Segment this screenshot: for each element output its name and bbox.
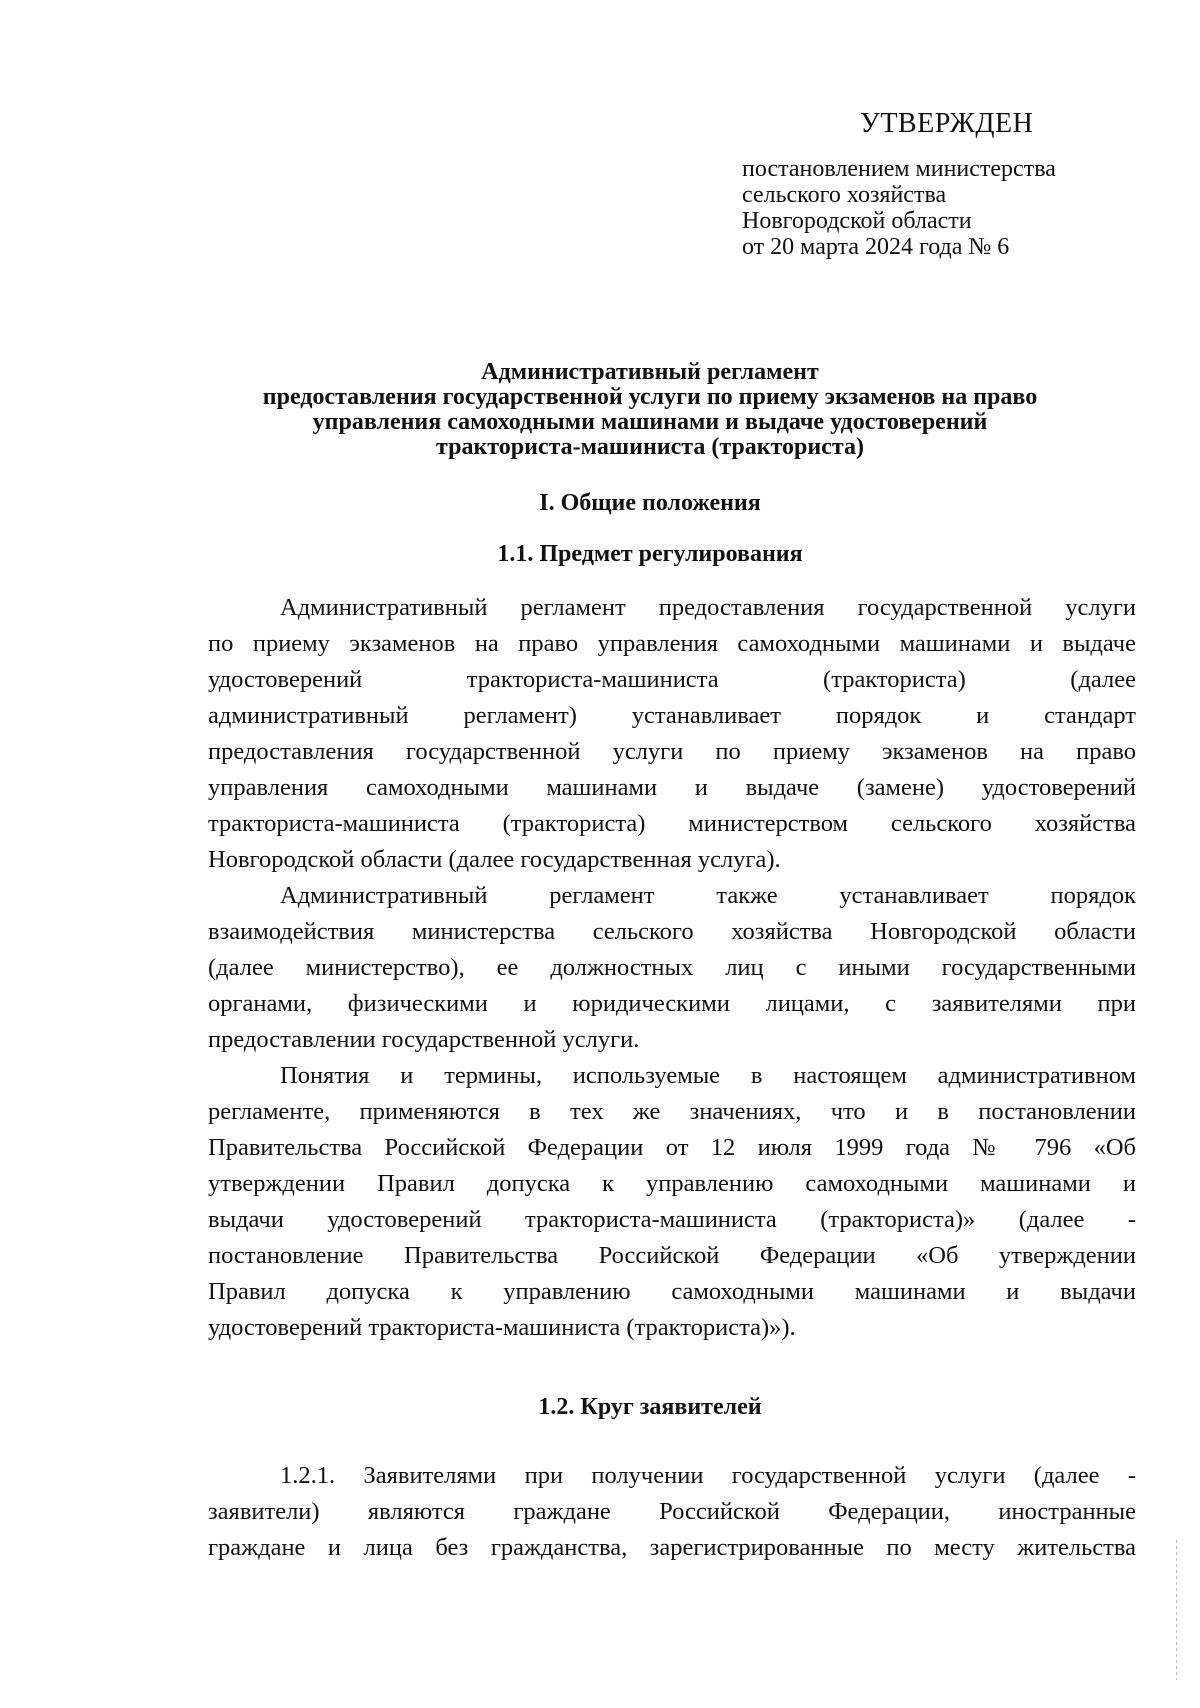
text-line: взаимодействия министерства сельского хозяйства Новгородской области xyxy=(208,918,1136,945)
approval-line: Новгородской области xyxy=(742,208,972,234)
document-title-line: тракториста-машиниста (тракториста) xyxy=(436,434,864,460)
approval-line: от 20 марта 2024 года № 6 xyxy=(742,234,1010,260)
text-line: предоставления государственной услуги по приему экзаменов на право xyxy=(208,738,1136,765)
document-title-line: предоставления государственной услуги по приему экзаменов на право xyxy=(262,384,1038,410)
paragraph xyxy=(208,878,1136,1058)
text-line: утверждении Правил допуска к управлению самоходными машинами и xyxy=(208,1170,1136,1197)
text-line: выдачи удостоверений тракториста-машиниста (тракториста)» (далее - xyxy=(208,1206,1136,1233)
text-line: Новгородской области (далее государственная услуга). xyxy=(208,846,781,873)
text-line: граждане и лица без гражданства, зарегистрированные по месту жительства xyxy=(208,1534,1136,1561)
text-line: Административный регламент предоставления государственной услуги xyxy=(280,594,1136,621)
text-line: регламенте, применяются в тех же значениях, что и в постановлении xyxy=(208,1098,1136,1125)
approval-details xyxy=(742,156,1056,260)
text-line: тракториста-машиниста (тракториста) министерством сельского хозяйства xyxy=(208,810,1136,837)
paragraph xyxy=(208,1058,1136,1346)
approval-line: постановлением министерства xyxy=(742,156,1056,182)
text-line: (далее министерство), ее должностных лиц с иными государственными xyxy=(208,954,1136,981)
text-line: предоставлении государственной услуги. xyxy=(208,1026,640,1053)
text-line: по приему экзаменов на право управления самоходными машинами и выдаче xyxy=(208,630,1136,657)
text-line: административный регламент) устанавливает порядок и стандарт xyxy=(208,702,1136,729)
text-line: управления самоходными машинами и выдаче (замене) удостоверений xyxy=(208,774,1136,801)
text-line: Административный регламент также устанавливает порядок xyxy=(280,882,1136,909)
paragraph xyxy=(208,1458,1136,1566)
section-heading: I. Общие положения xyxy=(539,490,761,516)
approval-title: УТВЕРЖДЕН xyxy=(860,108,1034,139)
document-title-line: Административный регламент xyxy=(481,359,819,385)
text-line: 1.2.1. Заявителями при получении государственной услуги (далее - xyxy=(280,1462,1136,1489)
text-line: удостоверений тракториста-машиниста (тракториста) (далее xyxy=(208,666,1136,693)
document-title xyxy=(0,360,1200,460)
text-line: постановление Правительства Российской Федерации «Об утверждении xyxy=(208,1242,1136,1269)
scan-edge-artifact xyxy=(1176,1540,1177,1680)
text-line: заявители) являются граждане Российской Федерации, иностранные xyxy=(208,1498,1136,1525)
text-line: удостоверений тракториста-машиниста (тракториста)»). xyxy=(208,1314,796,1341)
approval-line: сельского хозяйства xyxy=(742,182,947,208)
subsection-heading: 1.1. Предмет регулирования xyxy=(497,541,803,567)
subsection-heading: 1.2. Круг заявителей xyxy=(538,1394,762,1420)
text-line: Понятия и термины, используемые в настоящем административном xyxy=(280,1062,1136,1089)
paragraph xyxy=(208,590,1136,878)
text-line: Правительства Российской Федерации от 12 июля 1999 года № 796 «Об xyxy=(208,1134,1136,1161)
text-line: органами, физическими и юридическими лицами, с заявителями при xyxy=(208,990,1136,1017)
text-line: Правил допуска к управлению самоходными машинами и выдачи xyxy=(208,1278,1136,1305)
document-title-line: управления самоходными машинами и выдаче удостоверений xyxy=(312,409,988,435)
